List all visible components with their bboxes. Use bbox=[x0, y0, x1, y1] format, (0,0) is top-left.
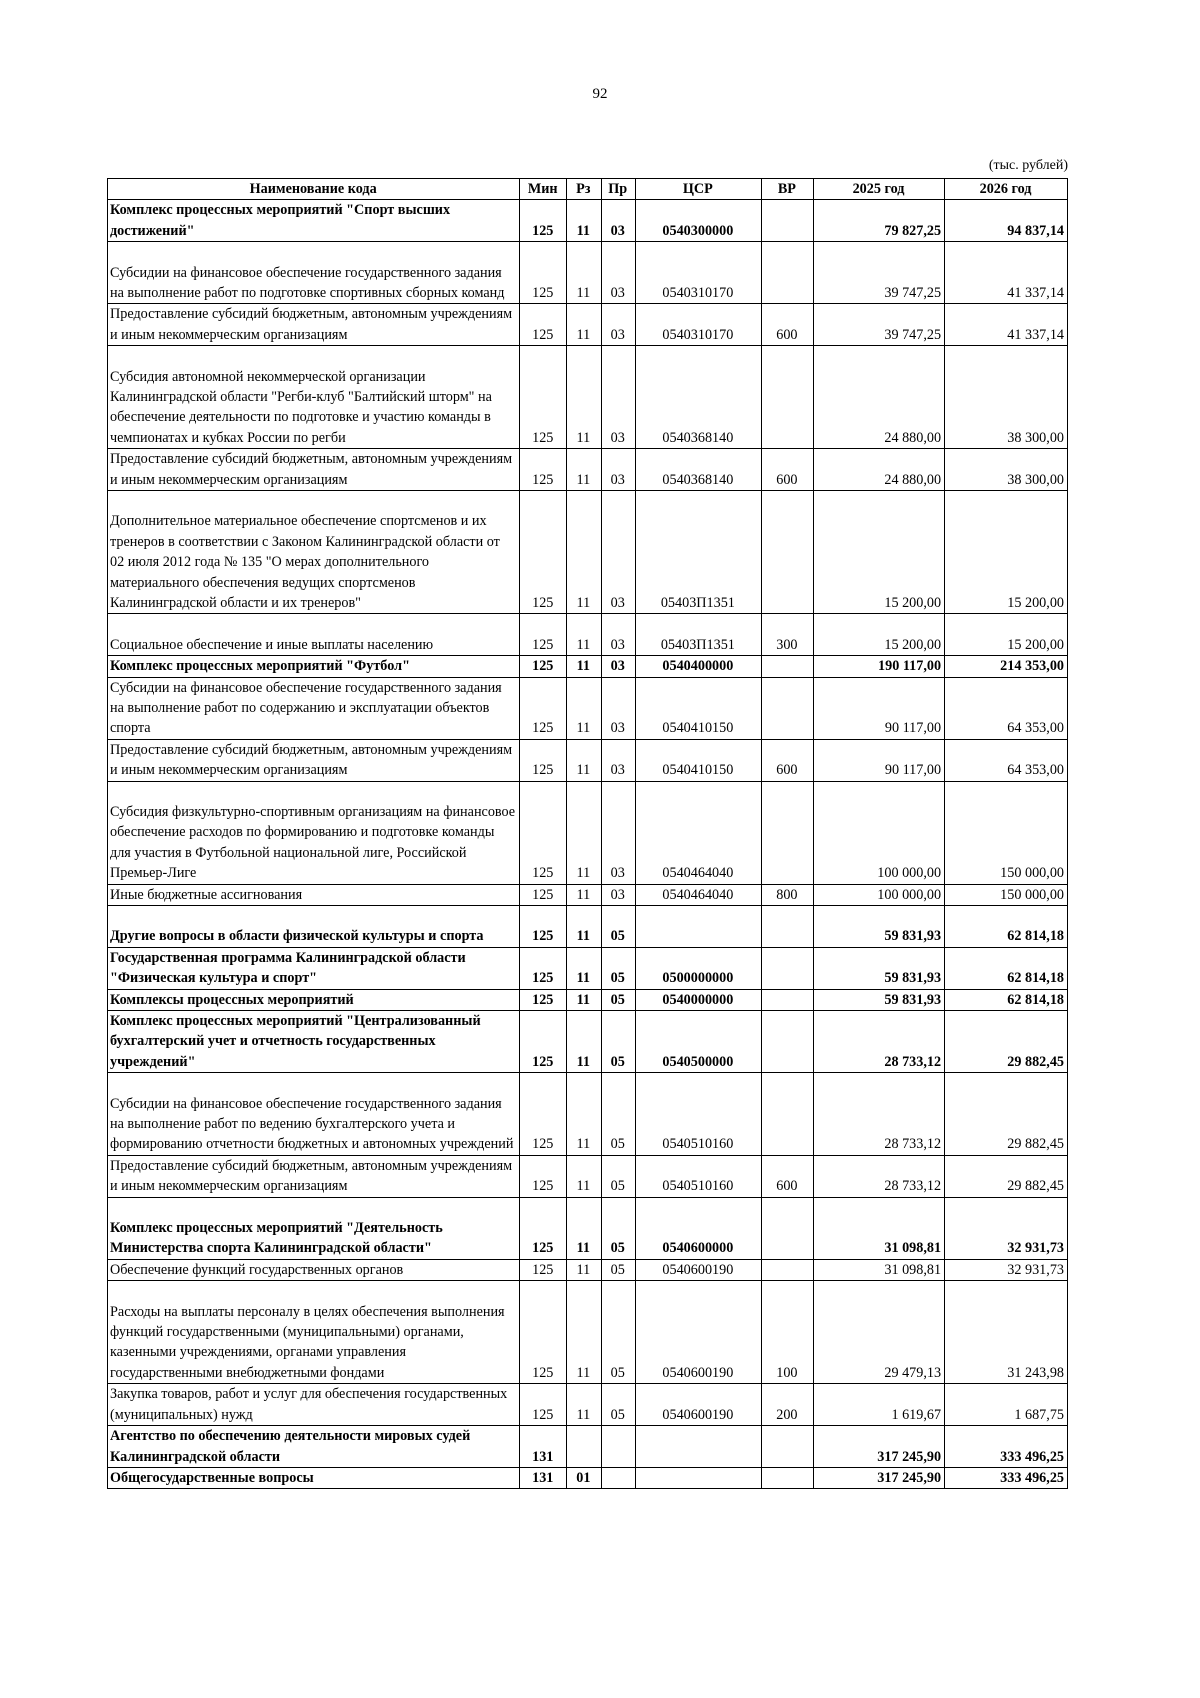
cell-min: 125 bbox=[520, 656, 567, 677]
cell-min: 125 bbox=[520, 1155, 567, 1197]
cell-2026: 62 814,18 bbox=[945, 989, 1068, 1010]
table-row bbox=[108, 491, 1068, 614]
cell-name: Субсидии на финансовое обеспечение государственного задания на выполнение работ по содержанию и эксплуатации объектов спорта bbox=[108, 677, 520, 739]
cell-vr bbox=[761, 781, 813, 884]
cell-vr bbox=[761, 1426, 813, 1468]
cell-name: Другие вопросы в области физической культуры и спорта bbox=[108, 906, 520, 948]
cell-vr bbox=[761, 200, 813, 242]
cell-2026: 64 353,00 bbox=[945, 739, 1068, 781]
cell-2025: 39 747,25 bbox=[813, 242, 944, 304]
cell-min: 125 bbox=[520, 1197, 567, 1259]
cell-2025: 29 479,13 bbox=[813, 1281, 944, 1384]
cell-vr: 800 bbox=[761, 884, 813, 905]
cell-pr: 03 bbox=[601, 304, 635, 346]
cell-rz: 11 bbox=[567, 491, 601, 614]
cell-2025: 90 117,00 bbox=[813, 677, 944, 739]
cell-rz: 11 bbox=[567, 242, 601, 304]
cell-rz: 11 bbox=[567, 200, 601, 242]
table-row bbox=[108, 677, 1068, 739]
cell-vr: 600 bbox=[761, 1155, 813, 1197]
cell-csr: 0540000000 bbox=[635, 989, 761, 1010]
cell-pr: 03 bbox=[601, 242, 635, 304]
cell-rz: 11 bbox=[567, 614, 601, 656]
cell-vr: 300 bbox=[761, 614, 813, 656]
cell-vr bbox=[761, 989, 813, 1010]
header-2025: 2025 год bbox=[813, 179, 944, 200]
units-label: (тыс. рублей) bbox=[988, 158, 1068, 173]
cell-vr bbox=[761, 677, 813, 739]
cell-2025: 39 747,25 bbox=[813, 304, 944, 346]
cell-2025: 317 245,90 bbox=[813, 1426, 944, 1468]
table-row bbox=[108, 1011, 1068, 1073]
cell-vr: 200 bbox=[761, 1384, 813, 1426]
cell-name: Иные бюджетные ассигнования bbox=[108, 884, 520, 905]
cell-min: 125 bbox=[520, 947, 567, 989]
cell-rz: 11 bbox=[567, 304, 601, 346]
cell-2026: 62 814,18 bbox=[945, 947, 1068, 989]
cell-csr bbox=[635, 1426, 761, 1468]
cell-min: 125 bbox=[520, 1011, 567, 1073]
cell-min: 125 bbox=[520, 781, 567, 884]
cell-2026: 333 496,25 bbox=[945, 1426, 1068, 1468]
table-row bbox=[108, 781, 1068, 884]
cell-pr: 03 bbox=[601, 614, 635, 656]
cell-2026: 150 000,00 bbox=[945, 884, 1068, 905]
cell-min: 125 bbox=[520, 449, 567, 491]
table-row bbox=[108, 739, 1068, 781]
cell-min: 125 bbox=[520, 884, 567, 905]
cell-rz: 11 bbox=[567, 449, 601, 491]
cell-pr: 03 bbox=[601, 491, 635, 614]
table-row bbox=[108, 1073, 1068, 1156]
cell-min: 125 bbox=[520, 200, 567, 242]
cell-pr: 03 bbox=[601, 200, 635, 242]
header-name: Наименование кода bbox=[108, 179, 520, 200]
cell-name: Предоставление субсидий бюджетным, автономным учреждениям и иным некоммерческим организациям bbox=[108, 304, 520, 346]
cell-vr bbox=[761, 947, 813, 989]
cell-2026: 38 300,00 bbox=[945, 449, 1068, 491]
cell-name: Социальное обеспечение и иные выплаты населению bbox=[108, 614, 520, 656]
cell-2025: 79 827,25 bbox=[813, 200, 944, 242]
cell-csr bbox=[635, 1467, 761, 1488]
cell-vr bbox=[761, 346, 813, 449]
table-body bbox=[108, 200, 1068, 1489]
cell-vr bbox=[761, 1073, 813, 1156]
table-row bbox=[108, 242, 1068, 304]
cell-2025: 28 733,12 bbox=[813, 1155, 944, 1197]
cell-rz: 11 bbox=[567, 1384, 601, 1426]
cell-rz: 11 bbox=[567, 739, 601, 781]
table-row bbox=[108, 449, 1068, 491]
cell-pr: 03 bbox=[601, 346, 635, 449]
table-header-row bbox=[108, 179, 1068, 200]
cell-2026: 214 353,00 bbox=[945, 656, 1068, 677]
cell-rz: 11 bbox=[567, 1073, 601, 1156]
cell-rz: 11 bbox=[567, 947, 601, 989]
cell-csr: 0540600000 bbox=[635, 1197, 761, 1259]
cell-2025: 59 831,93 bbox=[813, 989, 944, 1010]
cell-min: 125 bbox=[520, 989, 567, 1010]
cell-vr: 600 bbox=[761, 304, 813, 346]
budget-table bbox=[107, 178, 1068, 1489]
cell-min: 125 bbox=[520, 1259, 567, 1280]
cell-rz bbox=[567, 1426, 601, 1468]
cell-name: Закупка товаров, работ и услуг для обеспечения государственных (муниципальных) нужд bbox=[108, 1384, 520, 1426]
cell-2026: 29 882,45 bbox=[945, 1011, 1068, 1073]
cell-min: 131 bbox=[520, 1426, 567, 1468]
cell-2026: 31 243,98 bbox=[945, 1281, 1068, 1384]
cell-csr: 0540464040 bbox=[635, 781, 761, 884]
cell-2026: 333 496,25 bbox=[945, 1467, 1068, 1488]
table-row bbox=[108, 1197, 1068, 1259]
cell-2025: 31 098,81 bbox=[813, 1197, 944, 1259]
table-row bbox=[108, 200, 1068, 242]
cell-2026: 15 200,00 bbox=[945, 614, 1068, 656]
table-row bbox=[108, 947, 1068, 989]
cell-2026: 15 200,00 bbox=[945, 491, 1068, 614]
cell-2025: 24 880,00 bbox=[813, 449, 944, 491]
cell-rz: 11 bbox=[567, 884, 601, 905]
cell-2026: 32 931,73 bbox=[945, 1197, 1068, 1259]
cell-csr: 05403П1351 bbox=[635, 491, 761, 614]
cell-min: 125 bbox=[520, 906, 567, 948]
cell-rz: 11 bbox=[567, 1197, 601, 1259]
header-vr: ВР bbox=[761, 179, 813, 200]
cell-name: Комплекс процессных мероприятий "Централизованный бухгалтерский учет и отчетность государственных учреждений" bbox=[108, 1011, 520, 1073]
cell-name: Обеспечение функций государственных органов bbox=[108, 1259, 520, 1280]
cell-2026: 32 931,73 bbox=[945, 1259, 1068, 1280]
cell-name: Комплекс процессных мероприятий "Спорт высших достижений" bbox=[108, 200, 520, 242]
cell-vr bbox=[761, 656, 813, 677]
cell-pr: 05 bbox=[601, 947, 635, 989]
cell-2025: 15 200,00 bbox=[813, 614, 944, 656]
cell-csr: 0540600190 bbox=[635, 1259, 761, 1280]
cell-csr: 0540600190 bbox=[635, 1384, 761, 1426]
cell-2026: 29 882,45 bbox=[945, 1155, 1068, 1197]
cell-min: 125 bbox=[520, 304, 567, 346]
cell-pr: 03 bbox=[601, 449, 635, 491]
cell-csr: 0540310170 bbox=[635, 304, 761, 346]
cell-csr: 0540368140 bbox=[635, 449, 761, 491]
cell-name: Субсидии на финансовое обеспечение государственного задания на выполнение работ по подготовке спортивных сборных команд bbox=[108, 242, 520, 304]
cell-csr: 0540510160 bbox=[635, 1073, 761, 1156]
cell-pr: 05 bbox=[601, 1011, 635, 1073]
header-pr: Пр bbox=[601, 179, 635, 200]
table-row bbox=[108, 1281, 1068, 1384]
cell-pr: 05 bbox=[601, 1384, 635, 1426]
cell-csr: 0540410150 bbox=[635, 677, 761, 739]
cell-2026: 64 353,00 bbox=[945, 677, 1068, 739]
cell-csr: 0540368140 bbox=[635, 346, 761, 449]
cell-min: 125 bbox=[520, 614, 567, 656]
cell-rz: 11 bbox=[567, 781, 601, 884]
cell-2026: 38 300,00 bbox=[945, 346, 1068, 449]
cell-pr bbox=[601, 1467, 635, 1488]
cell-pr: 03 bbox=[601, 739, 635, 781]
cell-min: 125 bbox=[520, 1281, 567, 1384]
cell-2026: 1 687,75 bbox=[945, 1384, 1068, 1426]
table-row bbox=[108, 989, 1068, 1010]
cell-2025: 28 733,12 bbox=[813, 1011, 944, 1073]
cell-pr: 03 bbox=[601, 884, 635, 905]
cell-pr bbox=[601, 1426, 635, 1468]
cell-2025: 59 831,93 bbox=[813, 906, 944, 948]
cell-csr: 0500000000 bbox=[635, 947, 761, 989]
cell-vr bbox=[761, 242, 813, 304]
table-row bbox=[108, 346, 1068, 449]
cell-vr: 600 bbox=[761, 739, 813, 781]
table-row bbox=[108, 1426, 1068, 1468]
cell-csr: 0540310170 bbox=[635, 242, 761, 304]
cell-pr: 03 bbox=[601, 656, 635, 677]
cell-rz: 11 bbox=[567, 1011, 601, 1073]
cell-2025: 31 098,81 bbox=[813, 1259, 944, 1280]
cell-rz: 11 bbox=[567, 989, 601, 1010]
cell-2025: 317 245,90 bbox=[813, 1467, 944, 1488]
cell-name: Комплекс процессных мероприятий "Футбол" bbox=[108, 656, 520, 677]
cell-2026: 29 882,45 bbox=[945, 1073, 1068, 1156]
cell-csr: 0540510160 bbox=[635, 1155, 761, 1197]
cell-name: Государственная программа Калининградской области "Физическая культура и спорт" bbox=[108, 947, 520, 989]
cell-pr: 03 bbox=[601, 781, 635, 884]
cell-csr: 0540500000 bbox=[635, 1011, 761, 1073]
cell-vr: 600 bbox=[761, 449, 813, 491]
cell-2025: 90 117,00 bbox=[813, 739, 944, 781]
page-number: 92 bbox=[592, 86, 608, 102]
cell-min: 125 bbox=[520, 491, 567, 614]
cell-rz: 11 bbox=[567, 1259, 601, 1280]
cell-rz: 11 bbox=[567, 677, 601, 739]
cell-rz: 11 bbox=[567, 1281, 601, 1384]
cell-rz: 11 bbox=[567, 656, 601, 677]
header-csr: ЦСР bbox=[635, 179, 761, 200]
cell-csr: 0540600190 bbox=[635, 1281, 761, 1384]
table-row bbox=[108, 1259, 1068, 1280]
cell-rz: 11 bbox=[567, 906, 601, 948]
cell-csr: 0540400000 bbox=[635, 656, 761, 677]
cell-rz: 11 bbox=[567, 1155, 601, 1197]
cell-name: Предоставление субсидий бюджетным, автономным учреждениям и иным некоммерческим организациям bbox=[108, 449, 520, 491]
cell-csr: 0540410150 bbox=[635, 739, 761, 781]
table-row bbox=[108, 1467, 1068, 1488]
cell-2025: 100 000,00 bbox=[813, 781, 944, 884]
cell-pr: 05 bbox=[601, 906, 635, 948]
cell-name: Субсидия физкультурно-спортивным организациям на финансовое обеспечение расходов по формированию и подготовке команды для участия в Футбольной национальной лиге, Российской Премьер-Лиге bbox=[108, 781, 520, 884]
cell-2025: 1 619,67 bbox=[813, 1384, 944, 1426]
cell-vr bbox=[761, 491, 813, 614]
cell-name: Комплексы процессных мероприятий bbox=[108, 989, 520, 1010]
cell-min: 131 bbox=[520, 1467, 567, 1488]
cell-pr: 03 bbox=[601, 677, 635, 739]
table-row bbox=[108, 304, 1068, 346]
cell-name: Агентство по обеспечению деятельности мировых судей Калининградской области bbox=[108, 1426, 520, 1468]
cell-name: Дополнительное материальное обеспечение спортсменов и их тренеров в соответствии с Законом Калининградской области от 02 июля 2012 года № 135 "О мерах дополнительного материального обеспечения ведущих спортсменов Калининградской области и их тренеров" bbox=[108, 491, 520, 614]
header-2026: 2026 год bbox=[945, 179, 1068, 200]
cell-2026: 62 814,18 bbox=[945, 906, 1068, 948]
cell-vr: 100 bbox=[761, 1281, 813, 1384]
cell-2026: 41 337,14 bbox=[945, 242, 1068, 304]
cell-name: Предоставление субсидий бюджетным, автономным учреждениям и иным некоммерческим организациям bbox=[108, 1155, 520, 1197]
cell-name: Общегосударственные вопросы bbox=[108, 1467, 520, 1488]
cell-vr bbox=[761, 1011, 813, 1073]
cell-name: Предоставление субсидий бюджетным, автономным учреждениям и иным некоммерческим организациям bbox=[108, 739, 520, 781]
cell-2025: 100 000,00 bbox=[813, 884, 944, 905]
table-row bbox=[108, 614, 1068, 656]
cell-name: Комплекс процессных мероприятий "Деятельность Министерства спорта Калининградской области" bbox=[108, 1197, 520, 1259]
cell-2025: 15 200,00 bbox=[813, 491, 944, 614]
cell-name: Субсидия автономной некоммерческой организации Калининградской области "Регби-клуб "Балтийский шторм" на обеспечение деятельности по подготовке и участию команды в чемпионатах и кубках России по регби bbox=[108, 346, 520, 449]
cell-min: 125 bbox=[520, 1384, 567, 1426]
cell-csr: 0540464040 bbox=[635, 884, 761, 905]
cell-pr: 05 bbox=[601, 1073, 635, 1156]
cell-vr bbox=[761, 1197, 813, 1259]
header-rz: Рз bbox=[567, 179, 601, 200]
cell-2026: 94 837,14 bbox=[945, 200, 1068, 242]
cell-min: 125 bbox=[520, 739, 567, 781]
cell-vr bbox=[761, 1259, 813, 1280]
cell-2026: 41 337,14 bbox=[945, 304, 1068, 346]
table-row bbox=[108, 656, 1068, 677]
cell-pr: 05 bbox=[601, 1259, 635, 1280]
cell-vr bbox=[761, 1467, 813, 1488]
cell-min: 125 bbox=[520, 677, 567, 739]
cell-min: 125 bbox=[520, 1073, 567, 1156]
cell-2025: 24 880,00 bbox=[813, 346, 944, 449]
cell-rz: 11 bbox=[567, 346, 601, 449]
cell-vr bbox=[761, 906, 813, 948]
cell-2025: 59 831,93 bbox=[813, 947, 944, 989]
cell-csr: 0540300000 bbox=[635, 200, 761, 242]
header-min: Мин bbox=[520, 179, 567, 200]
cell-pr: 05 bbox=[601, 1155, 635, 1197]
cell-min: 125 bbox=[520, 242, 567, 304]
cell-csr: 05403П1351 bbox=[635, 614, 761, 656]
cell-pr: 05 bbox=[601, 1281, 635, 1384]
cell-rz: 01 bbox=[567, 1467, 601, 1488]
table-row bbox=[108, 906, 1068, 948]
cell-2026: 150 000,00 bbox=[945, 781, 1068, 884]
table-row bbox=[108, 884, 1068, 905]
cell-2025: 28 733,12 bbox=[813, 1073, 944, 1156]
cell-pr: 05 bbox=[601, 989, 635, 1010]
cell-name: Расходы на выплаты персоналу в целях обеспечения выполнения функций государственными (муниципальными) органами, казенными учреждениями, органами управления государственными внебюджетными фондами bbox=[108, 1281, 520, 1384]
cell-min: 125 bbox=[520, 346, 567, 449]
cell-pr: 05 bbox=[601, 1197, 635, 1259]
table-row bbox=[108, 1384, 1068, 1426]
cell-csr bbox=[635, 906, 761, 948]
table-row bbox=[108, 1155, 1068, 1197]
cell-2025: 190 117,00 bbox=[813, 656, 944, 677]
cell-name: Субсидии на финансовое обеспечение государственного задания на выполнение работ по ведению бухгалтерского учета и формированию отчетности бюджетных и автономных учреждений bbox=[108, 1073, 520, 1156]
